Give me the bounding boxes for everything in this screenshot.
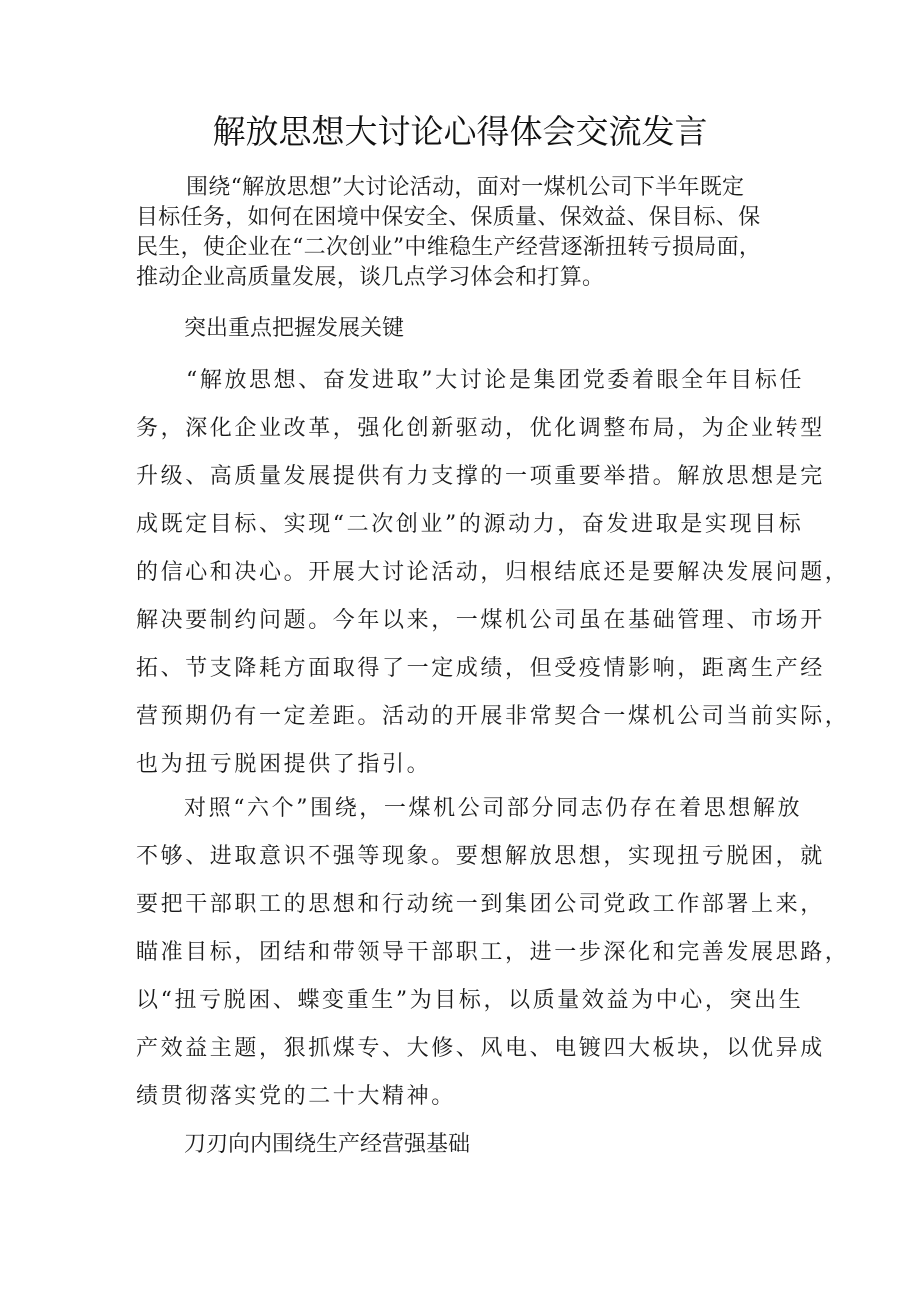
paragraph-line: 瞄准目标，团结和带领导干部职工，进一步深化和完善发展思路， [136,940,850,965]
paragraph-line: 民生，使企业在“二次创业”中维稳生产经营逐渐扭转亏损局面， [136,235,762,260]
section-heading-2: 刀刃向内围绕生产经营强基础 [184,1132,471,1157]
paragraph-line: 的信心和决心。开展大讨论活动，归根结底还是要解决发展问题， [136,560,850,585]
intro-paragraph [136,173,796,293]
paragraph-line: 营预期仍有一定差距。活动的开展非常契合一煤机公司当前实际， [136,704,850,729]
paragraph-line: 以“扭亏脱困、蝶变重生”为目标，以质量效益为中心，突出生 [136,988,804,1013]
section-heading-1: 突出重点把握发展关键 [184,316,405,341]
paragraph-line: 解决要制约问题。今年以来，一煤机公司虽在基础管理、市场开 [136,608,825,633]
paragraph-line: 对照“六个”围绕，一煤机公司部分同志仍存在着思想解放 [184,796,803,821]
paragraph-line: 升级、高质量发展提供有力支撑的一项重要举措。解放思想是完 [136,464,825,489]
paragraph-line: 绩贯彻落实党的二十大精神。 [136,1084,456,1109]
paragraph-line: 围绕“解放思想”大讨论活动，面对一煤机公司下半年既定 [186,175,745,200]
paragraph-line: “解放思想、奋发进取”大讨论是集团党委着眼全年目标任 [186,368,805,393]
paragraph-line: 目标任务，如何在困境中保安全、保质量、保效益、保目标、保 [136,205,761,230]
paragraph-line: 推动企业高质量发展，谈几点学习体会和打算。 [136,265,605,290]
paragraph-line: 也为扭亏脱困提供了指引。 [136,752,432,777]
paragraph-line: 产效益主题，狠抓煤专、大修、风电、电镀四大板块，以优异成 [136,1036,825,1061]
paragraph-line: 要把干部职工的思想和行动统一到集团公司党政工作部署上来， [136,892,825,917]
section1-paragraph-2 [136,785,850,1121]
section1-paragraph-1 [136,357,850,789]
paragraph-line: 务，深化企业改革，强化创新驱动，优化调整布局，为企业转型 [136,416,825,441]
paragraph-line: 成既定目标、实现“二次创业”的源动力，奋发进取是实现目标 [136,512,804,537]
paragraph-line: 不够、进取意识不强等现象。要想解放思想，实现扭亏脱困，就 [136,844,825,869]
document-title: 解放思想大讨论心得体会交流发言 [212,112,708,151]
paragraph-line: 拓、节支降耗方面取得了一定成绩，但受疫情影响，距离生产经 [136,656,825,681]
